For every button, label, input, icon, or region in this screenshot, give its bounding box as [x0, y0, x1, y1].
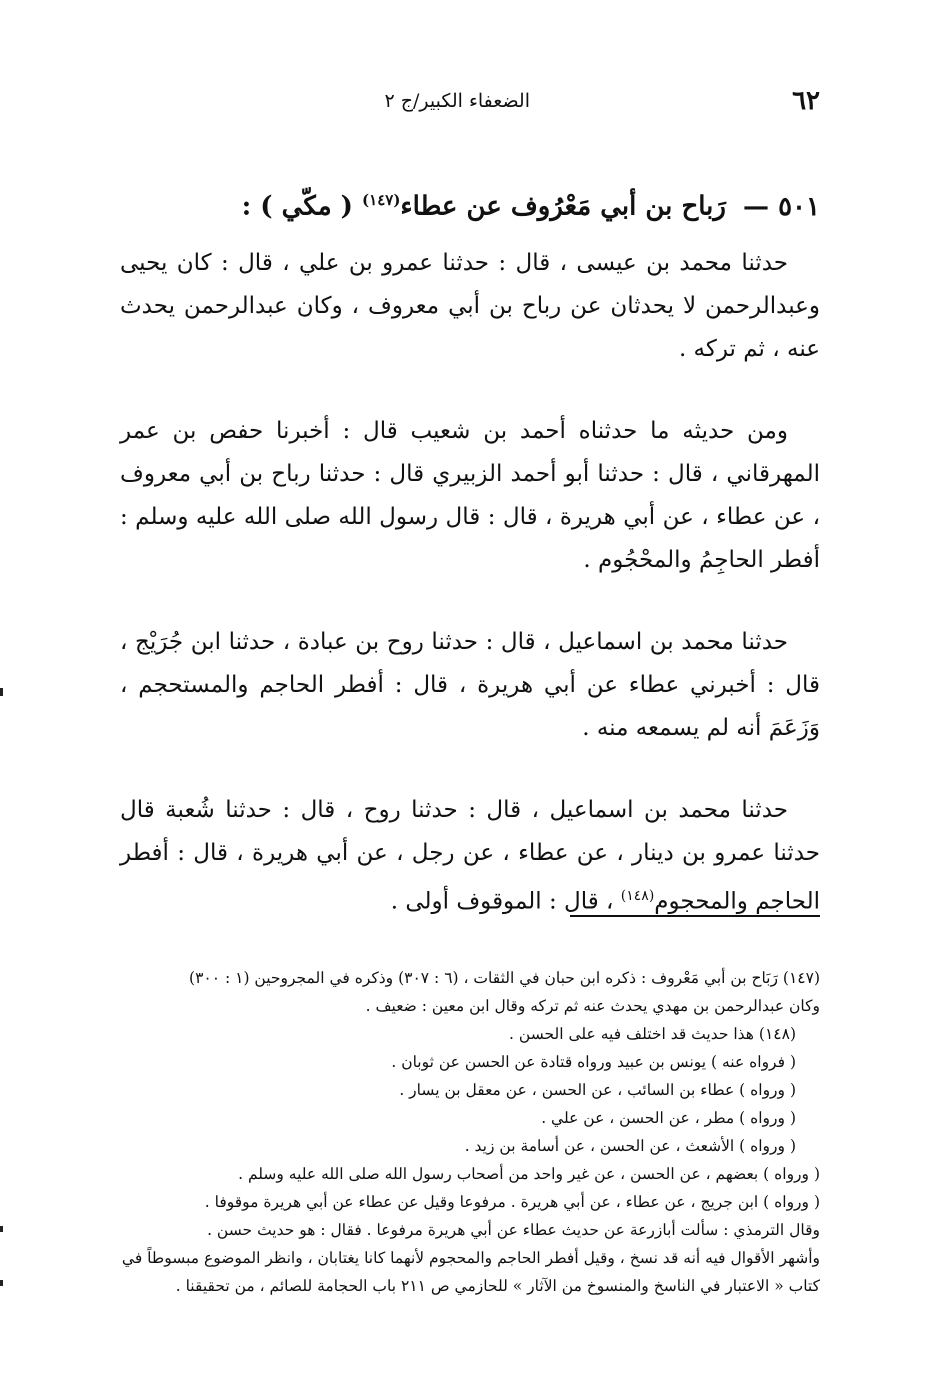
paragraph-text: حدثنا محمد بن اسماعيل ، قال : حدثنا روح ، قال : حدثنا شُعبة قال حدثنا عمرو بن دينار ، عن عطاء ، عن رجل ، عن أبي هريرة ، قال : أفطر الحاجم والمحجوم [120, 797, 820, 915]
footnote-148-line: كتاب « الاعتبار في الناسخ والمنسوخ من الآثار » للحازمي ص ٢١١ باب الحجامة للصائم ، من تحقيقنا . [175, 1277, 820, 1295]
running-head [120, 86, 820, 120]
paragraph: حدثنا محمد بن عيسى ، قال : حدثنا عمرو بن علي ، قال : كان يحيى وعبدالرحمن لا يحدثان عن رباح بن أبي معروف ، وكان عبدالرحمن يحدث عنه ، ثم تركه . [120, 250, 820, 362]
footnote-148-line: (١٤٨) هذا حديث قد اختلف فيه على الحسن . [509, 1025, 796, 1043]
footnote-divider [570, 915, 820, 917]
footnote-148-line: ( ورواه ) الأشعث ، عن الحسن ، عن أسامة بن زيد . [464, 1137, 796, 1155]
footnote-147-line: وكان عبدالرحمن بن مهدي يحدث عنه ثم تركه وقال ابن معين : ضعيف . [365, 997, 820, 1015]
entry-nisba: ( مكّي ) : [241, 191, 353, 222]
running-title: الضعفاء الكبير/ج ٢ [384, 90, 530, 112]
footnote-148-line: وقال الترمذي : سألت أبازرعة عن حديث عطاء عن أبي هريرة مرفوعا . فقال : هو حديث حسن . [207, 1221, 820, 1239]
footnote-148-line: وأشهر الأقوال فيه أنه قد نسخ ، وقيل أفطر الحاجم والمحجوم لأنهما كانا يغتابان ، وانظر الموضوع مبسوطاً في [121, 1249, 820, 1267]
footnote-148-line: ( ورواه ) بعضهم ، عن الحسن ، عن غير واحد من أصحاب رسول الله صلى الله عليه وسلم . [238, 1165, 820, 1183]
paragraph-last [120, 789, 820, 924]
footnote-148-line: ( ورواه ) عطاء بن السائب ، عن الحسن ، عن معقل بن يسار . [399, 1081, 796, 1099]
footnote-ref-147[interactable]: (١٤٧) [362, 191, 401, 209]
footnote-148-line: ( ورواه ) ابن جريج ، عن عطاء ، عن أبي هريرة . مرفوعا وقيل عن عطاء عن أبي هريرة موقوفا . [204, 1193, 820, 1211]
paragraph: ومن حديثه ما حدثناه أحمد بن شعيب قال : أخبرنا حفص بن عمر المهرقاني ، قال : حدثنا أبو أحمد الزبيري قال : حدثنا رباح بن أبي معروف ، عن عطاء ، عن أبي هريرة ، قال : قال رسول الله صلى الله عليه وسلم : أفطر الحاجِمُ والمحْجُوم . [120, 418, 820, 573]
paragraph: حدثنا محمد بن اسماعيل ، قال : حدثنا روح بن عبادة ، حدثنا ابن جُرَيْج ، قال : أخبرني عطاء عن أبي هريرة ، قال : أفطر الحاجم والمستحجم ، وَزَعَمَ أنه لم يسمعه منه . [120, 629, 820, 741]
footnote-148-line: ( ورواه ) مطر ، عن الحسن ، عن علي . [541, 1109, 796, 1127]
footnote-148-line: ( فرواه عنه ) يونس بن عبيد ورواه قتادة عن الحسن عن ثوبان . [391, 1053, 796, 1071]
body-text [120, 242, 820, 963]
entry-number: ٥٠١ — [743, 191, 820, 222]
paragraph-tail: ، قال : الموقوف أولى . [390, 888, 621, 915]
footnotes [120, 964, 820, 1300]
scan-speck [0, 1280, 3, 1286]
entry-heading [241, 178, 820, 229]
footnote-ref-148[interactable]: (١٤٨) [620, 888, 655, 904]
scan-speck [0, 688, 3, 696]
entry-title-text: رَباح بن أبي مَعْرُوف عن عطاء [400, 191, 726, 222]
page-number: ٦٢ [792, 86, 820, 116]
scan-speck [0, 1226, 3, 1232]
footnote-147-line: (١٤٧) رَبَاح بن أبي مَعْروف : ذكره ابن حبان في الثقات ، (٦ : ٣٠٧) وذكره في المجروحين (١ : ٣٠٠) [189, 969, 820, 987]
